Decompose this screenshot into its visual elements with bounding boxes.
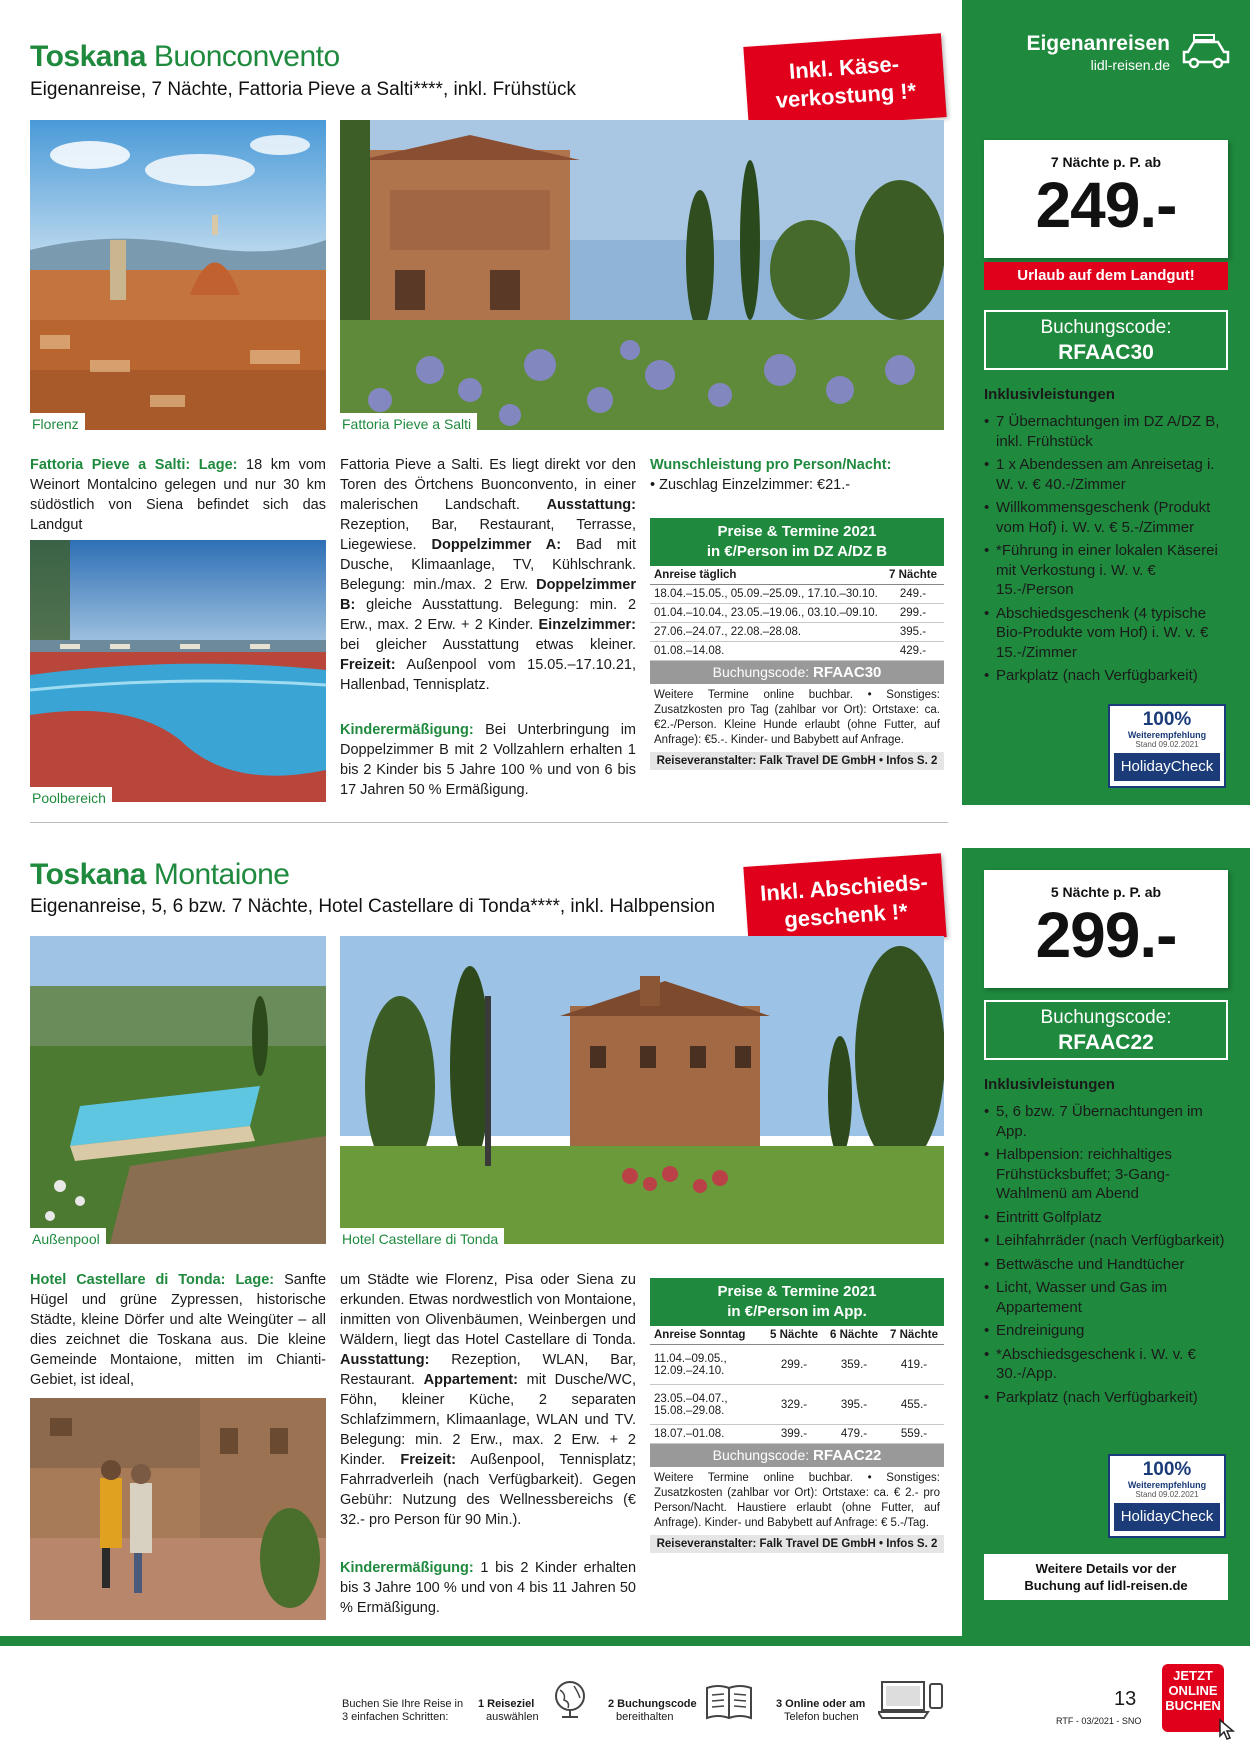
offer2-title-thin: Montaione [153, 858, 290, 891]
table-cell-price: 299.- [780, 1358, 808, 1371]
offer2-col-5: 5 Nächte [770, 1329, 818, 1341]
bcode-label: Buchungscode: [712, 664, 810, 680]
table-row [650, 1345, 944, 1385]
offer1-subtitle: Eigenanreise, 7 Nächte, Fattoria Pieve a Salti****, inkl. Frühstück [30, 79, 576, 100]
offer1-text-lead: Fattoria Pieve a Salti: Lage: [30, 457, 238, 473]
hc-weiterempfehlung: Weiterempfehlung [1127, 1480, 1207, 1490]
offer2-appartement: mit Dusche/WC, Föhn, kleiner Küche, 2 separaten Schlafzimmern, Klimaanlage, WLAN und TV. Belegung: min. 2 Erw., max. 2 Erw. + 2 Kinder. [340, 1372, 636, 1468]
jetzt-line1: JETZT [1173, 1668, 1213, 1683]
list-item [984, 498, 1230, 537]
offer1-text-left [30, 455, 326, 535]
table-row [650, 1385, 944, 1425]
table-cell-dates: 27.06.–24.07., 22.08.–28.08. [654, 626, 802, 638]
offer2-incl-title: Inklusivleistungen [984, 1076, 1115, 1093]
hc-brand: HolidayCheck [1114, 1503, 1220, 1531]
offer1-table-head [650, 518, 944, 566]
offer2-code-label: Buchungscode: [1040, 1007, 1172, 1028]
offer2-price-table [650, 1278, 944, 1553]
offer1-col-anreise: Anreise täglich [654, 569, 737, 581]
globe-icon [550, 1676, 590, 1720]
offer2-ausstattung: Rezeption, WLAN, Bar, Restaurant. [340, 1352, 637, 1388]
table-cell-dates: 23.05.–04.07., 15.08.–29.08. [654, 1392, 728, 1417]
offer1-wunsch [650, 455, 946, 495]
offer1-ez: bei gleicher Ausstattung etwas kleiner. [340, 637, 636, 653]
table-cell-price: 429.- [899, 645, 927, 657]
incl-text: 1 x Abendessen am Anreisetag i. W. v. € 40.-/Zimmer [996, 456, 1215, 493]
footer-step3-2: Telefon buchen [784, 1711, 859, 1723]
offer1-code-box [984, 310, 1228, 370]
offer1-price-box [984, 140, 1228, 258]
incl-text: Abschiedsgeschenk (4 typische Bio-Produkte vom Hof) i. W. v. € 15.-/Zimmer [996, 604, 1209, 661]
offer1-badge-line1: Inkl. Käse- [788, 51, 900, 84]
offer2-table-head1: Preise & Termine 2021 [717, 1283, 877, 1300]
list-item [984, 1145, 1230, 1204]
bcode-value: RFAAC30 [813, 664, 882, 681]
offer2-caption-aussenpool: Außenpool [30, 1228, 106, 1249]
offer1-freizeit: Außenpool vom 15.05.–17.10.21, Hallenbad, Tennisplatz. [340, 657, 636, 693]
offer2-price-label: 5 Nächte p. P. ab [1050, 884, 1162, 900]
footer-intro-1: Buchen Sie Ihre Reise in [342, 1698, 464, 1710]
offer2-title [30, 858, 289, 892]
jetzt-line3: BUCHEN [1165, 1698, 1221, 1713]
incl-text: Endreinigung [996, 1322, 1085, 1339]
list-item [984, 604, 1230, 663]
incl-text: 5, 6 bzw. 7 Übernachtungen im App. [996, 1103, 1203, 1140]
offer2-badge-line1: Inkl. Abschieds- [759, 869, 929, 906]
offer1-badge [743, 33, 946, 131]
offer2-ausstattung-label: Ausstattung: [340, 1352, 430, 1368]
offer1-col-naechte: 7 Nächte [889, 569, 937, 581]
table-cell-price: 559.- [900, 1428, 928, 1440]
footer-step1 [478, 1698, 539, 1724]
offer1-caption-florenz: Florenz [30, 413, 85, 434]
footer-step1-1: 1 Reiseziel [478, 1698, 535, 1710]
offer1-price-table [650, 518, 944, 770]
offer2-photo-town [30, 1398, 326, 1620]
offer1-incl-list [984, 412, 1230, 690]
offer1-wunsch-item-text: Zuschlag Einzelzimmer: €21.- [659, 477, 851, 493]
offer2-caption-hotel: Hotel Castellare di Tonda [340, 1228, 504, 1249]
offer1-wunsch-item: • Zuschlag Einzelzimmer: €21.- [650, 477, 851, 493]
cursor-icon [1216, 1718, 1238, 1742]
offer1-table-head2: in €/Person im DZ A/DZ B [706, 543, 888, 560]
list-item [984, 1388, 1230, 1408]
offer2-text-mid-1: um Städte wie Florenz, Pisa oder Siena zu erkunden. Etwas nordwestlich von Montaione, inmitten von Olivenbäumen, Weinbergen und Wäldern, liegt das Hotel Castellare di Tonda. [340, 1272, 636, 1348]
details-line1: Weitere Details vor der [1035, 1561, 1177, 1576]
offer1-photo-pool [30, 540, 326, 802]
offer2-text-mid [340, 1270, 636, 1530]
list-item [984, 1345, 1230, 1384]
incl-text: 7 Übernachtungen im DZ A/DZ B, inkl. Frühstück [996, 413, 1220, 450]
offer1-red-bar: Urlaub auf dem Landgut! [984, 262, 1228, 290]
offer2-code: RFAAC22 [1058, 1031, 1154, 1054]
table-cell-dates: 18.07.–01.08. [654, 1428, 725, 1440]
jetzt-online-buchen-button[interactable] [1162, 1664, 1224, 1732]
table-cell-dates: 11.04.–09.05., 12.09.–24.10. [654, 1352, 727, 1377]
offer1-dza-label: Doppelzimmer A: [431, 537, 562, 553]
offer1-freizeit-label: Freizeit: [340, 657, 396, 673]
offer1-text-mid-1: Fattoria Pieve a Salti. Es liegt direkt vor den Toren des Örtchens Buonconvento, in einer malerischen Landschaft. [340, 457, 636, 513]
table-cell-price: 329.- [780, 1398, 808, 1411]
offer1-caption-fattoria: Fattoria Pieve a Salti [340, 413, 477, 434]
table-cell-price: 395.- [899, 626, 927, 638]
offer2-title-bold: Toskana [30, 858, 146, 891]
table-cell-dates: 01.08.–14.08. [654, 645, 725, 657]
offer1-table-head1: Preise & Termine 2021 [717, 523, 877, 540]
offer1-title [30, 40, 340, 74]
offer1-dzb: gleiche Ausstattung. Belegung: min. 2 Erw., max. 2 Erw. + 2 Kinder. [340, 597, 637, 633]
offer1-table-veranstalter: Reiseveranstalter: Falk Travel DE GmbH • Infos S. 2 [650, 752, 944, 770]
offer1-kinder-text: Bei Unterbringung im Doppelzimmer B mit 2 Vollzahlern erhalten 1 bis 2 Kinder bis 5 Jahre 100 % und von 6 bis 17 Jahren 50 % Ermäßigung. [340, 722, 636, 798]
offer1-table-bcode [650, 661, 944, 684]
details-line2: Buchung auf lidl-reisen.de [1024, 1578, 1188, 1593]
offer1-kinder [340, 720, 636, 800]
offer2-col-7: 7 Nächte [890, 1329, 938, 1341]
hc-weiterempfehlung: Weiterempfehlung [1127, 730, 1207, 740]
offer2-code-box [984, 1000, 1228, 1060]
list-item [984, 1231, 1230, 1251]
list-item [984, 412, 1230, 451]
offer1-dza: Bad mit Dusche, Klimaanlage, TV, Kühlschrank. Belegung: min./max. 2 Erw. [340, 537, 636, 593]
laptop-phone-icon [878, 1678, 946, 1722]
offer1-ausstattung-label: Ausstattung: [546, 497, 636, 513]
offer2-details-link[interactable] [984, 1554, 1228, 1600]
table-cell-price: 455.- [900, 1398, 928, 1411]
table-cell-price: 359.- [840, 1358, 868, 1371]
hc-brand: HolidayCheck [1114, 753, 1220, 781]
list-item [984, 1278, 1230, 1317]
footer-intro-2: 3 einfachen Schritten: [342, 1711, 449, 1723]
table-cell-price: 479.- [840, 1428, 868, 1440]
offer2-price-box [984, 870, 1228, 988]
footer-step3-1: 3 Online oder am [776, 1698, 866, 1710]
offer1-ez-label: Einzelzimmer: [538, 617, 637, 633]
incl-text: Leihfahrräder (nach Verfügbarkeit) [996, 1232, 1225, 1249]
offer2-text-lead: Hotel Castellare di Tonda: Lage: [30, 1272, 275, 1288]
offer1-caption-pool: Poolbereich [30, 787, 112, 808]
incl-text: *Führung in einer lokalen Käserei mit Verkostung i. W. v. € 15.-/Person [996, 542, 1218, 598]
offer1-code: RFAAC30 [1058, 341, 1154, 364]
offer1-photo-florenz [30, 120, 326, 430]
offer1-photo-fattoria [340, 120, 944, 430]
offer1-wunsch-title: Wunschleistung pro Person/Nacht: [650, 457, 892, 473]
offer2-freizeit: Außenpool, Tennisplatz; Fahrradverleih (nach Verfügbarkeit). Gegen Gebühr: Nutzung des Wellnessbereichs (€ 32.- pro Person für 90 Min.). [340, 1452, 636, 1528]
incl-text: Willkommensgeschenk (Produkt vom Hof) i. W. v. € 5.-/Zimmer [996, 499, 1211, 536]
offer1-table-note: Weitere Termine online buchbar. • Sonstiges: Zusatzkosten pro Tag (zahlbar vor Ort): Ortstaxe: ca. €2.-/Person. Kleine Hunde erlaubt (ohne Futter, auf Anfrage): €5.-. Kinder- und Babybett auf Anfrage. [654, 689, 940, 746]
list-item [984, 666, 1230, 686]
bottom-bar [0, 1636, 1250, 1646]
offer1-price: 249.- [1035, 169, 1177, 241]
offer2-text-left-body: Sanfte Hügel und grüne Zypressen, historische Städte, kleine Dörfer und alte Weingüter – all dies zeichnet die Toskana aus. Die kleine Gemeinde Montaione, mitten im Chianti-Gebiet, ist ideal, [30, 1272, 327, 1388]
offer2-text-left [30, 1270, 326, 1390]
offer2-table-colhead [650, 1326, 944, 1345]
offer1-incl-title: Inklusivleistungen [984, 386, 1115, 403]
footer-step2 [608, 1698, 697, 1724]
offer1-code-label: Buchungscode: [1040, 317, 1172, 338]
table-row [650, 585, 944, 604]
catalog-icon [704, 1682, 754, 1722]
bcode-label: Buchungscode: [712, 1447, 810, 1463]
section-divider [30, 822, 948, 823]
offer2-kinder-text: 1 bis 2 Kinder erhalten bis 3 Jahre 100 % und von 4 bis 11 Jahren 50 % Ermäßigung. [340, 1560, 637, 1616]
offer1-text-left-body: 18 km vom Weinort Montalcino gelegen und nur 30 km südöstlich von Siena befindet sich das Landgut [30, 457, 326, 533]
hc-stand: Stand 09.02.2021 [1135, 740, 1199, 749]
offer2-table-bcode [650, 1444, 944, 1467]
header-brand-title: Eigenanreisen [1026, 32, 1170, 55]
table-cell-dates: 18.04.–15.05., 05.09.–25.09., 17.10.–30.10. [654, 588, 878, 600]
hc-stand: Stand 09.02.2021 [1135, 1490, 1199, 1499]
incl-text: Bettwäsche und Handtücher [996, 1255, 1185, 1273]
bcode-value: RFAAC22 [813, 1447, 882, 1464]
footer-step3 [776, 1698, 865, 1724]
table-row [650, 623, 944, 642]
offer2-badge-line2: geschenk !* [783, 898, 909, 933]
incl-text: *Abschiedsgeschenk i. W. v. € 30.-/App. [996, 1345, 1196, 1382]
offer1-table-colhead [650, 566, 944, 585]
list-item [984, 1255, 1230, 1275]
offer2-photo-aussenpool [30, 936, 326, 1244]
footer-intro [342, 1698, 463, 1724]
list-item [984, 1208, 1230, 1228]
table-cell-price: 395.- [840, 1398, 868, 1411]
list-item [984, 1102, 1230, 1141]
table-row [650, 642, 944, 661]
car-icon [1180, 32, 1232, 72]
header-brand [1000, 32, 1170, 74]
table-cell-price: 419.- [900, 1358, 928, 1371]
offer2-incl-list [984, 1102, 1230, 1411]
offer2-holidaycheck-badge [1108, 1454, 1226, 1538]
page-code: RTF - 03/2021 - SNO [1056, 1716, 1142, 1726]
offer2-table-head [650, 1278, 944, 1326]
offer1-holidaycheck-badge [1108, 704, 1226, 788]
hc-percent: 100% [1142, 1459, 1192, 1480]
footer-step1-2: auswählen [486, 1711, 539, 1723]
incl-text: Eintritt Golfplatz [996, 1208, 1102, 1226]
incl-text: Parkplatz (nach Verfügbarkeit) [996, 1388, 1198, 1406]
table-cell-dates: 01.04.–10.04., 23.05.–19.06., 03.10.–09.10. [654, 607, 878, 619]
offer2-appartement-label: Appartement: [423, 1372, 518, 1388]
footer-step2-1: 2 Buchungscode [608, 1698, 697, 1710]
offer1-text-mid [340, 455, 636, 695]
list-item [984, 541, 1230, 600]
incl-text: Halbpension: reichhaltiges Frühstücksbuffet; 3-Gang-Wahlmenü am Abend [996, 1146, 1172, 1202]
offer2-col-anreise: Anreise Sonntag [654, 1329, 746, 1341]
offer2-col-6: 6 Nächte [830, 1329, 878, 1341]
offer1-price-label: 7 Nächte p. P. ab [1050, 154, 1162, 170]
table-row [650, 1425, 944, 1444]
offer1-kinder-label: Kinderermäßigung: [340, 722, 474, 738]
table-cell-price: 249.- [899, 588, 927, 600]
offer2-photo-hotel [340, 936, 944, 1244]
offer2-freizeit-label: Freizeit: [400, 1452, 456, 1468]
jetzt-line2: ONLINE [1168, 1683, 1218, 1698]
offer2-table-veranstalter: Reiseveranstalter: Falk Travel DE GmbH • Infos S. 2 [650, 1535, 944, 1553]
hc-percent: 100% [1142, 709, 1192, 730]
offer1-badge-line2: verkostung !* [774, 78, 917, 113]
offer2-kinder-label: Kinderermäßigung: [340, 1560, 474, 1576]
page-number: 13 [1114, 1688, 1137, 1710]
offer1-dzb-label: Doppelzimmer B: [340, 577, 637, 613]
header-url[interactable]: lidl-reisen.de [1090, 57, 1170, 73]
table-cell-price: 299.- [899, 607, 927, 619]
offer2-subtitle: Eigenanreise, 5, 6 bzw. 7 Nächte, Hotel Castellare di Tonda****, inkl. Halbpension [30, 896, 716, 917]
table-cell-price: 399.- [780, 1428, 808, 1440]
offer2-table-note: Weitere Termine online buchbar. • Sonstiges: Zusatzkosten (zahlbar vor Ort): Ortstaxe: ca. € 2.- pro Person/Nacht. Haustiere erlaubt (ohne Futter, auf Anfrage). Kinder- und Babybett auf Anfrage: € 5.-/Tag. [654, 1472, 940, 1529]
offer1-ausstattung: Rezeption, Bar, Restaurant, Terrasse, Liegewiese. [340, 517, 636, 553]
list-item [984, 1321, 1230, 1341]
incl-text: Licht, Wasser und Gas im Appartement [996, 1279, 1168, 1316]
table-row [650, 604, 944, 623]
offer2-price: 299.- [1035, 899, 1177, 971]
footer-step2-2: bereithalten [616, 1711, 674, 1723]
incl-text: Parkplatz (nach Verfügbarkeit) [996, 667, 1198, 684]
offer1-title-thin: Buonconvento [153, 40, 340, 73]
offer2-table-head2: in €/Person im App. [727, 1303, 867, 1320]
offer2-kinder [340, 1558, 636, 1618]
offer1-title-bold: Toskana [30, 40, 146, 73]
list-item [984, 455, 1230, 494]
